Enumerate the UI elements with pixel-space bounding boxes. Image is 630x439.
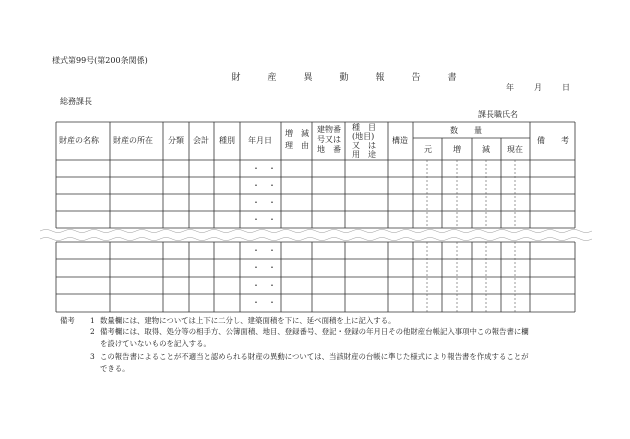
header-structure: 構造 <box>392 136 408 145</box>
title-char: 告 <box>411 73 421 83</box>
row-date-placeholder: ・ ・ <box>252 164 276 173</box>
date-year-label: 年 <box>506 83 514 92</box>
header-quantity: 数 量 <box>450 126 482 135</box>
note-1-number: 1 <box>90 316 95 325</box>
note-2-text: 備考欄には、取得、処分等の相手方、公簿面積、地目、登録番号、登記・登録の年月日その他財産台帳記入事項中この報告書に欄 <box>100 327 529 336</box>
title-char: 動 <box>339 73 349 83</box>
header-building-line3: 地 番 <box>317 145 341 154</box>
note-3-text: この報告書によることが不適当と認められる財産の異動については、当該財産の台帳に準じた様式により報告書を作成することが <box>100 352 529 361</box>
row-date-placeholder: ・ ・ <box>252 181 276 190</box>
header-type: 種別 <box>219 136 235 145</box>
header-reason-line1: 増 減 <box>285 129 309 138</box>
row-date-placeholder: ・ ・ <box>252 215 276 224</box>
row-date-placeholder: ・ ・ <box>252 298 276 307</box>
header-building-line1: 建物番 <box>317 125 341 134</box>
title-char: 産 <box>267 73 277 83</box>
signer-label: 課長職氏名 <box>478 110 518 119</box>
title-char: 異 <box>303 73 313 83</box>
header-classification: 分類 <box>168 136 184 145</box>
title-char: 書 <box>447 73 457 83</box>
header-accounting: 会計 <box>193 136 209 145</box>
row-date-placeholder: ・ ・ <box>252 246 276 255</box>
row-date-placeholder: ・ ・ <box>252 263 276 272</box>
header-remarks: 備 考 <box>537 136 569 145</box>
note-3-number: 3 <box>90 352 95 361</box>
note-2-number: 2 <box>90 327 95 336</box>
title-char: 財 <box>231 73 241 83</box>
header-landuse-line3: 又 は <box>352 141 376 150</box>
title-char: 報 <box>375 73 385 83</box>
header-building-line2: 号又は <box>317 135 341 144</box>
date-day-label: 日 <box>562 83 570 92</box>
row-date-placeholder: ・ ・ <box>252 281 276 290</box>
note-2-text-cont: を設けていないものを記入する。 <box>100 339 211 348</box>
header-name: 財産の名称 <box>59 136 99 145</box>
header-location: 財産の所在 <box>113 136 153 145</box>
note-3-text-cont: できる。 <box>100 364 130 373</box>
header-landuse-line1: 種 目 <box>352 123 376 132</box>
note-1-text: 数量欄には、建物については上下に二分し、建築面積を下に、延べ面積を上に記入する。 <box>100 316 396 325</box>
header-qty-increase: 増 <box>453 145 461 154</box>
addressee: 総務課長 <box>60 97 92 106</box>
row-date-placeholder: ・ ・ <box>252 198 276 207</box>
header-landuse-line4: 用 途 <box>352 150 376 159</box>
header-qty-current: 現在 <box>507 145 523 154</box>
header-date: 年月日 <box>248 136 272 145</box>
form-number: 様式第99号(第200条関係) <box>52 56 148 65</box>
header-landuse-line2: (地目) <box>352 132 375 141</box>
notes-label: 備考 <box>60 316 75 325</box>
header-reason-line2: 理 由 <box>285 141 309 150</box>
date-month-label: 月 <box>534 83 542 92</box>
header-qty-decrease: 減 <box>482 145 490 154</box>
header-qty-original: 元 <box>424 145 432 154</box>
